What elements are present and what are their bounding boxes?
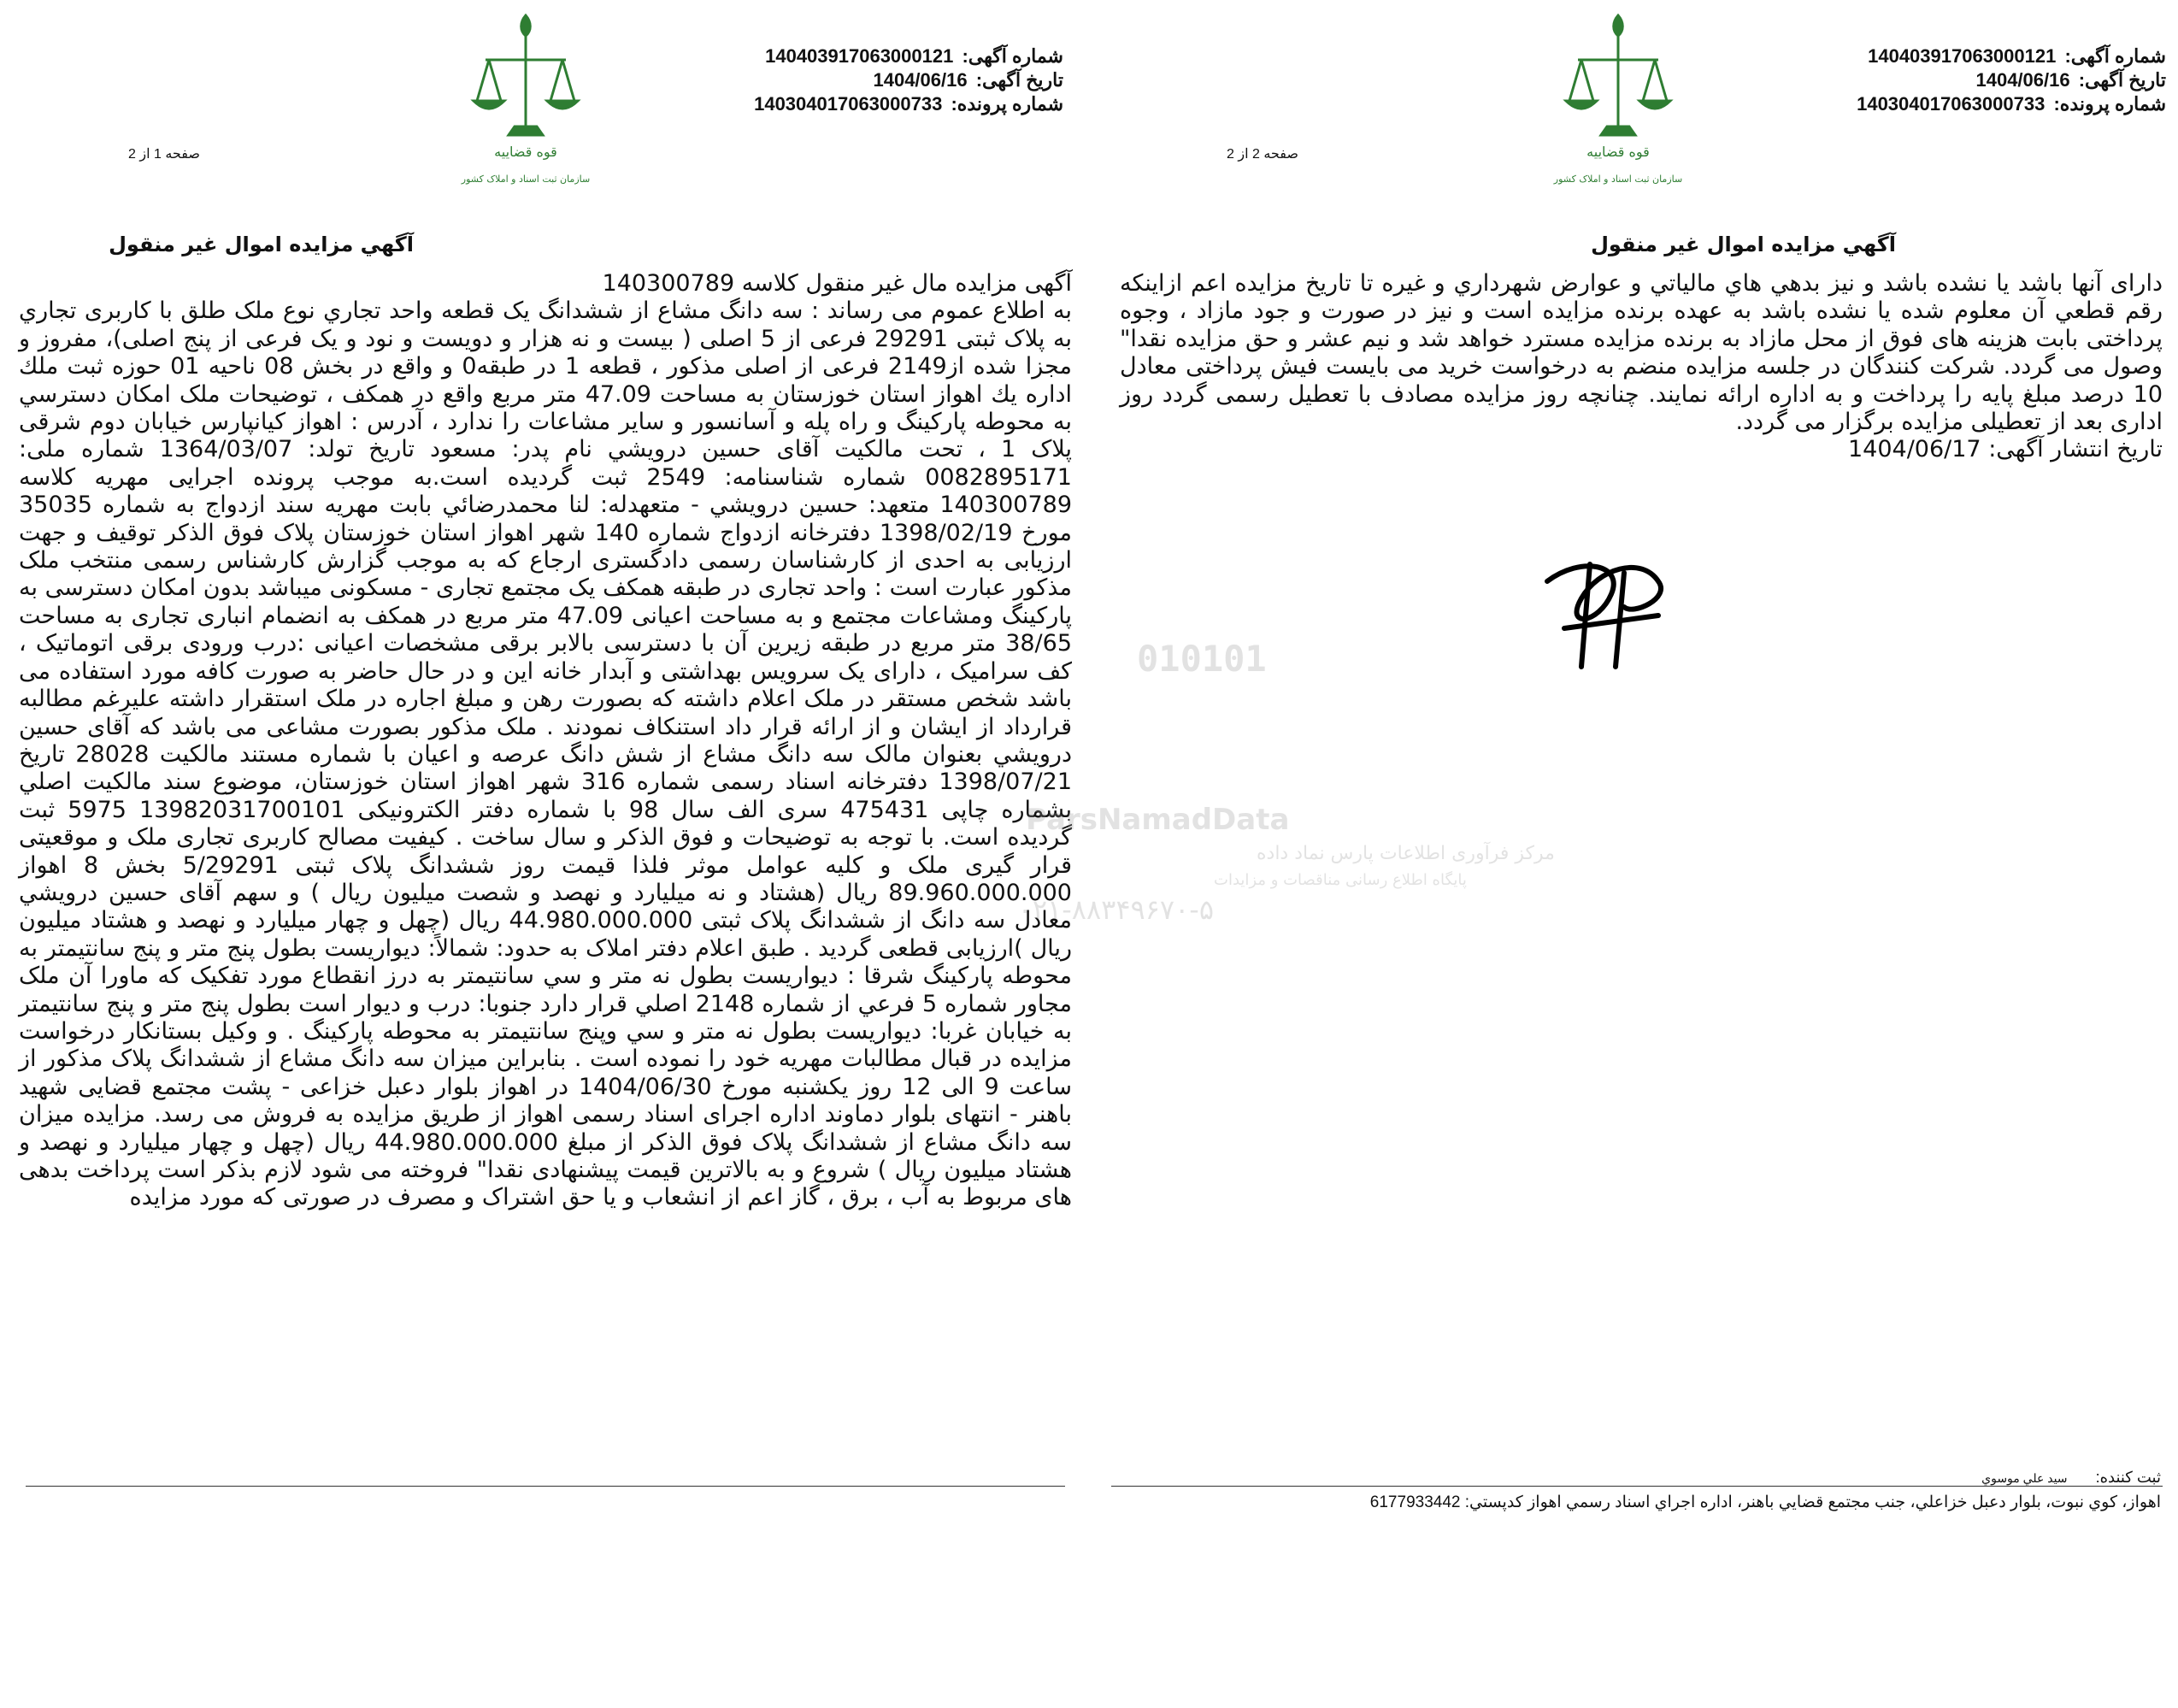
page-number: صفحه 1 از 2: [128, 147, 200, 162]
notice-date: 1404/06/16: [873, 69, 968, 91]
publication-date: تاریخ انتشار آگهی: 1404/06/17: [1847, 436, 2163, 463]
notice-paragraph: دارای آنها باشد یا نشده باشد و نیز بدهي هاي مالياتي و عوارض شهرداري و غيره تا تاريخ مزايده اعم ازاينكه رقم قطعي آن معلوم شده يا نشده باشد به عهده برنده مزايده است و نيز در صورت و جود مازاد ، وجوه پرداختی بابت هزینه های فوق از محل مازاد به برنده مزایده مسترد خواهد شد و نیم عشر و حق مزایده نقدا" وصول می گردد. شرکت کنندگان در جلسه مزایده منضم به درخواست خرید می بایست فیش پرداختی معادل 10 درصد مبلغ پایه را پرداخت و به اداره ارائه نمایند. چنانچه روز مزایده مصادف با تعطیل رسمی گردد روز اداری بعد از تعطیلی مزایده برگزار می گردد.: [1120, 270, 2163, 436]
notice-number: 140403917063000121: [765, 45, 954, 67]
page-number: صفحه 2 از 2: [1227, 147, 1298, 162]
page-1: [0, 0, 1089, 1556]
document-title: آگهي مزايده اموال غير منقول: [1591, 233, 1896, 256]
notice-meta: [1853, 44, 2166, 116]
footer-divider: [1111, 1486, 2163, 1487]
judiciary-emblem-icon: [462, 7, 590, 195]
case-number-label: شماره پرونده:: [951, 93, 1063, 115]
svg-text:ParsNamadData: ParsNamadData: [1026, 803, 1290, 837]
svg-text:مرکز فرآوری اطلاعات پارس نماد: مرکز فرآوری اطلاعات پارس نماد داده: [1257, 843, 1555, 864]
notice-number-label: شماره آگهی:: [962, 45, 1063, 67]
svg-text:قوه قضاییه: قوه قضاییه: [1586, 144, 1650, 160]
notice-heading-line: آگهی مزایده مال غیر منقول کلاسه 140300789: [602, 270, 1072, 297]
notice-date-label: تاریخ آگهی:: [975, 69, 1063, 91]
svg-text:010101: 010101: [1137, 638, 1267, 680]
notice-number-label: شماره آگهی:: [2064, 45, 2166, 67]
notice-body-continued: [1120, 270, 2163, 464]
notice-number: 140403917063000121: [1868, 45, 2057, 67]
notice-date-label: تاریخ آگهی:: [2078, 69, 2166, 91]
svg-text:قوه قضاییه: قوه قضاییه: [494, 144, 557, 160]
document-title: آگهي مزايده اموال غير منقول: [109, 233, 414, 256]
notice-paragraph: به اطلاع عموم می رساند : سه دانگ مشاع از ششدانگ یک قطعه واحد تجاري نوع ملک طلق با کاربری تجاري به پلاک ثبتی 29291 فرعی از 5 اصلی ( بیست و نه هزار و دویست و نود و یک فرعی از پنج اصلی)، مفروز و مجزا شده از2149 فرعی از اصلی مذکور ، قطعه 1 در طبقه0 و واقع در بخش 08 ناحیه 01 حوزه ثبت ملك اداره يك اهواز استان خوزستان به مساحت 47.09 متر مربع واقع در همکف ، توضیحات ملک امکان دسترسي به محوطه پارکینگ و راه پله و آسانسور و سایر مشاعات را ندارد ، آدرس : اهواز کیانپارس خیابان دوم شرقی پلاک 1 ، تحت مالکیت آقای حسین درويشي نام پدر: مسعود تاریخ تولد: 1364/03/07 شماره ملی: 0082895171 شماره شناسنامه: 2549 ثبت گردیده است.به موجب پرونده اجرایی مهریه کلاسه 140300789 متعهد: حسين درويشي - متعهدله: لنا محمدرضائي بابت مهریه سند ازدواج به شماره 35035 مورخ 1398/02/19 دفترخانه ازدواج شماره 140 شهر اهواز استان خوزستان پلاک فوق الذکر توقیف و جهت ارزیابی به احدی از کارشناسان رسمی دادگستری ارجاع که به موجب گزارش کارشناس رسمی منتخب ملک مذکور عبارت است : واحد تجاری در طبقه همکف یک مجتمع تجاری - مسکونی میباشد بدون امکان دسترسی به پارکینگ ومشاعات مجتمع و به مساحت اعیانی 47.09 متر مربع در همکف به انضمام انباری تجاری به مساحت 38/65 متر مربع در طبقه زیرین آن با دسترسی بالابر برقی مشخصات اعیانی :درب ورودی برقی اتوماتیک ، کف سرامیک ، دارای یک سرویس بهداشتی و آبدار خانه این و در حال حاضر به صورت کافه مورد استفاده می باشد شخص مستقر در ملک اعلام داشته که بصورت رهن و مبلغ اجاره در ملک استقرار داشته علیرغم مطالبه قرارداد از ایشان و از ارائه قرار داد استنکاف نمودند . ملک مذکور بصورت مشاعی می باشد که آقای حسين درويشي بعنوان مالک سه دانگ مشاع از شش دانگ عرصه و اعیان با شماره مستند مالکیت 28028 تاریخ 1398/07/21 دفترخانه اسناد رسمی شماره 316 شهر اهواز استان خوزستان، موضوع سند مالکیت اصلي بشماره چاپی 475431 سری الف سال 98 با شماره دفتر الکترونیکی 13982031700101 5975 ثبت گردیده است. با توجه به توضیحات و فوق الذکر و سال ساخت . کیفیت مصالح کاربری تجاری ملک و موقعیتی قرار گیری ملک و کلیه عوامل موثر فلذا قیمت روز ششدانگ پلاک ثبتی 5/29291 بخش 8 اهواز 89.960.000.000 ریال (هشتاد و نه میلیارد و نهصد و شصت میلیون ریال ) و سهم آقای حسين درويشي معادل سه دانگ از ششدانگ پلاک ثبتی 44.980.000.000 ریال (چهل و چهار میلیارد و نهصد و هشتاد میلیون ریال )ارزیابی قطعی گردید . طبق اعلام دفتر املاک به حدود: شمالاً: دیواریست بطول پنج متر و پنج سانتیمتر به محوطه پارکینگ شرقا : دیواریست بطول نه متر و سي سانتیمتر به درز انقطاع مورد تفکیک که ماورا آن ملک مجاور شماره 5 فرعي از شماره 2148 اصلي قرار دارد جنوبا: درب و دیوار است بطول پنج متر و پنج سانتيمتر به خيابان غربا: ديواريست بطول نه متر و سي وپنج سانتيمتر به محوطه پارکينگ . و وکیل بستانکار درخواست مزایده در قبال مطالبات مهریه خود را نموده است . بنابراین میزان سه دانگ مشاع از ششدانگ پلاک مذکور از ساعت 9 الی 12 روز یکشنبه مورخ 1404/06/30 در اهواز بلوار دعبل خزاعی - پشت مجتمع قضایی شهید باهنر - انتهای بلوار دماوند اداره اجرای اسناد رسمی اهواز از طریق مزایده به فروش می رسد. مزایده میزان سه دانگ مشاع از ششدانگ پلاک فوق الذکر از مبلغ 44.980.000.000 ریال (چهل و چهار میلیارد و نهصد و هشتاد میلیون ریال ) شروع و به بالاترین قیمت پیشنهادی نقدا" فروخته می شود لازم بذکر است پرداخت بدهی های مربوط به آب ، برق ، گاز اعم از انشعاب و یا حق اشتراک و مصرف در صورتی که مورد مزایده: [19, 297, 1073, 1211]
svg-text:سازمان ثبت اسناد و املاک کشور: سازمان ثبت اسناد و املاک کشور: [461, 174, 591, 185]
signature: [1530, 547, 1701, 675]
notice-date: 1404/06/16: [1975, 69, 2070, 91]
svg-text:سازمان ثبت اسناد و املاک کشور: سازمان ثبت اسناد و املاک کشور: [1553, 174, 1683, 185]
footer-divider: [26, 1486, 1065, 1487]
case-number-label: شماره پرونده:: [2053, 93, 2166, 115]
notice-body: [19, 270, 1072, 1212]
case-number: 140304017063000733: [1857, 93, 2046, 115]
svg-text:۰۲۱-۸۸۳۴۹۶۷۰-۵: ۰۲۱-۸۸۳۴۹۶۷۰-۵: [1017, 893, 1214, 926]
judiciary-emblem-icon: [1554, 7, 1682, 195]
footer-address: اهواز، کوي نبوت، بلوار دعبل خزاعلي، جنب مجتمع قضايي باهنر، اداره اجراي اسناد رسمي اهواز کدپستي: 6177933442: [1369, 1493, 2161, 1511]
registrar-label: ثبت کننده:: [2095, 1469, 2161, 1486]
notice-meta: [751, 44, 1063, 116]
svg-text:پایگاه اطلاع رسانی مناقصات و م: پایگاه اطلاع رسانی مناقصات و مزایدات: [1214, 871, 1467, 889]
registrar: [1981, 1469, 2161, 1487]
case-number: 140304017063000733: [754, 93, 943, 115]
registrar-name: سيد علي موسوي: [1981, 1471, 2068, 1485]
